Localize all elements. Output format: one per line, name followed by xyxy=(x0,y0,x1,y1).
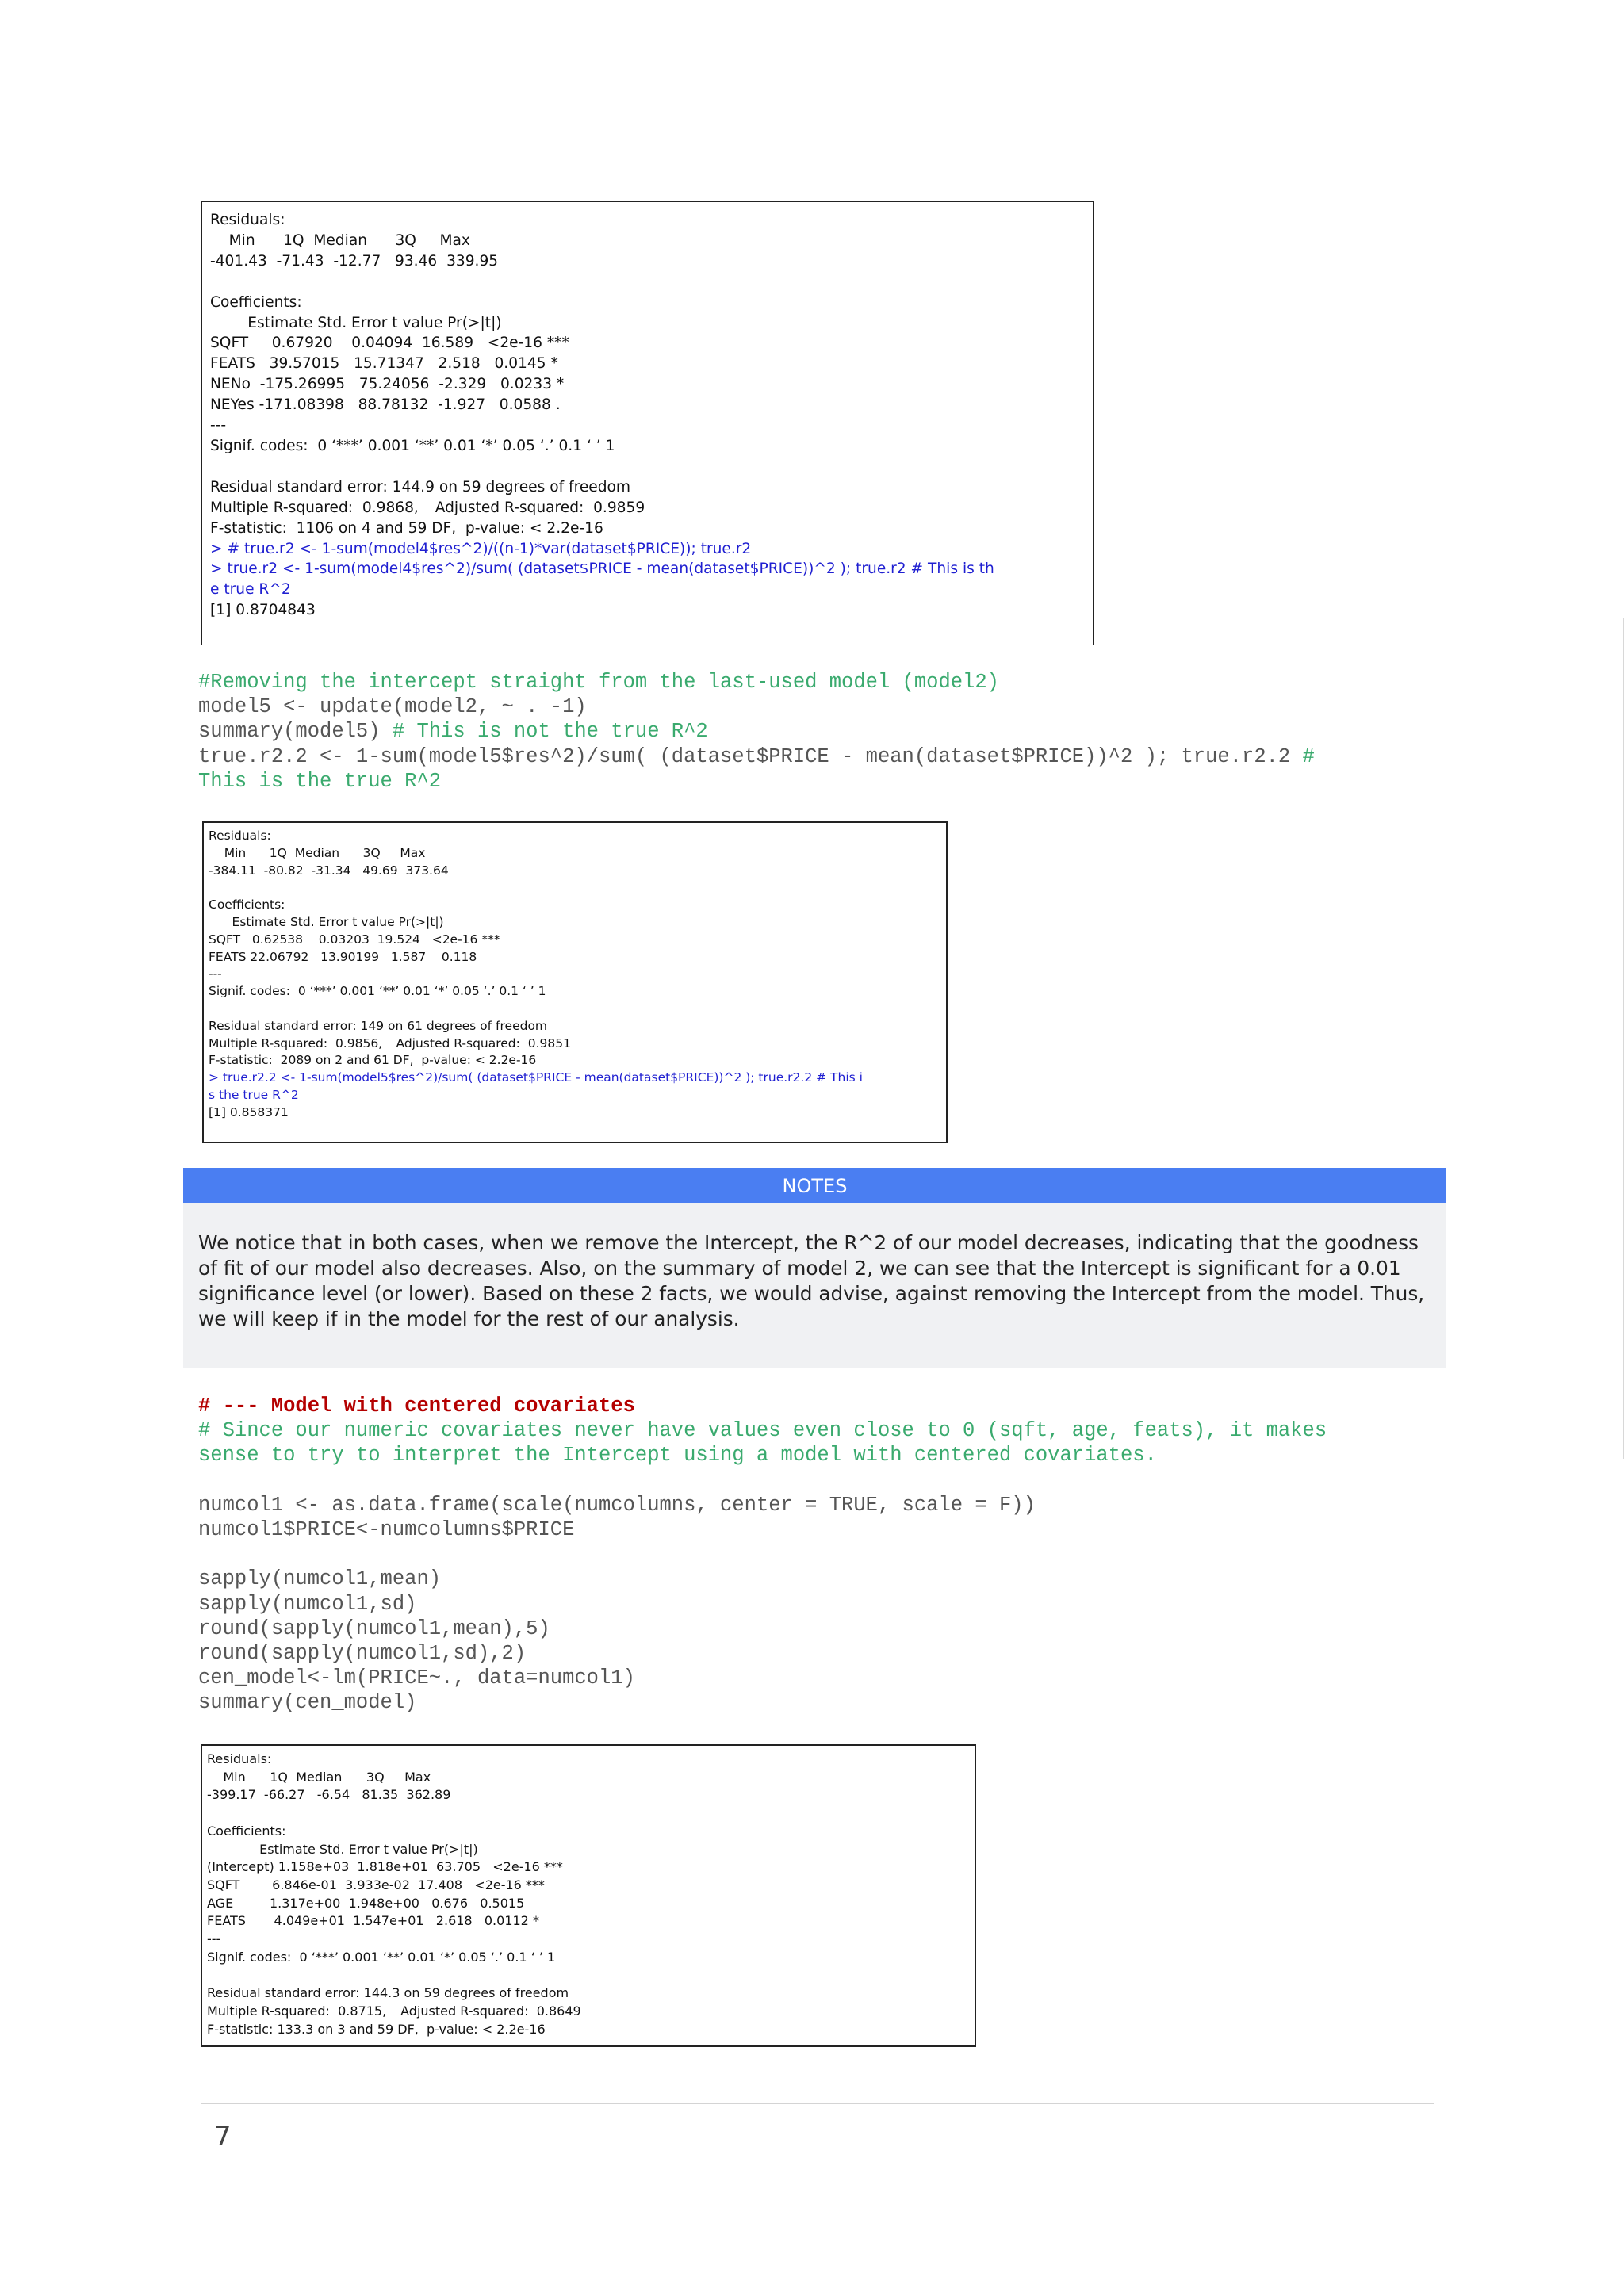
code-line: round(sapply(numcol1,mean),5) xyxy=(198,1617,550,1640)
console-command-text: > true.r2.2 <- 1-sum(model5$res^2)/sum( (dataset$PRICE - mean(dataset$PRICE))^2 ); true.r2.2 # This i s the true R^2 xyxy=(209,1070,863,1102)
r-console-output-model5 xyxy=(202,821,948,1143)
code-line: summary(model5) xyxy=(198,720,393,744)
code-line: round(sapply(numcol1,sd),2) xyxy=(198,1642,527,1666)
notes-box xyxy=(183,1203,1446,1368)
code-comment: # This is not the true R^2 xyxy=(392,720,708,744)
r-console-output-model4 xyxy=(201,201,1094,645)
code-line: sapply(numcol1,sd) xyxy=(198,1592,417,1616)
code-line: numcol1$PRICE<-numcolumns$PRICE xyxy=(198,1518,575,1542)
code-line: sapply(numcol1,mean) xyxy=(198,1567,442,1591)
code-line: numcol1 <- as.data.frame(scale(numcolumns, center = TRUE, scale = F)) xyxy=(198,1493,1036,1517)
console-output-text: Residuals: Min 1Q Median 3Q Max -384.11 -80.82 -31.34 49.69 373.64 Coefficients: Estimate Std. Error t value Pr(>|t|) SQFT 0.62538 0.03203 19.524 <2e-16 *** FEATS 22.06792 13.90199 1.587 0.118 --- Signif. codes: 0 ‘***’ 0.001 ‘**’ 0.01 ‘*’ 0.05 ‘.’ 0.1 ‘ ’ 1 Residual standard error: 149 on 61 degrees of freedom Multiple R-squared: 0.9856, Adjusted R-squared: 0.9851 F-statistic: 2089 on 2 and 61 DF, p-value: < 2.2e-16 xyxy=(209,828,571,1068)
notes-header xyxy=(183,1168,1446,1203)
r-code-block-centered-covariates xyxy=(198,1394,1327,1716)
code-comment: # Since our numeric covariates never have values even close to 0 (sqft, age, feats), it makes xyxy=(198,1419,1327,1443)
code-comment: # xyxy=(1302,744,1315,768)
code-line: summary(cen_model) xyxy=(198,1691,417,1715)
code-comment: #Removing the intercept straight from the last-used model (model2) xyxy=(198,671,999,694)
console-result-text: [1] 0.858371 xyxy=(209,1104,289,1119)
code-section-header: # --- Model with centered covariates xyxy=(198,1395,635,1418)
console-output-text: Residuals: Min 1Q Median 3Q Max -399.17 -66.27 -6.54 81.35 362.89 Coefficients: Estimate Std. Error t value Pr(>|t|) (Intercept) 1.158e+03 1.818e+01 63.705 <2e-16 *** SQFT 6.846e-01 3.933e-02 17.408 <2e-16 *** AGE 1.317e+00 1.948e+00 0.676 0.5015 FEATS 4.049e+01 1.547e+01 2.618 0.0112 * --- Signif. codes: 0 ‘***’ 0.001 ‘**’ 0.01 ‘*’ 0.05 ‘.’ 0.1 ‘ ’ 1 Residual standard error: 144.3 on 59 degrees of freedom Multiple R-squared: 0.8715, Adjusted R-squared: 0.8649 F-statistic: 133.3 on 3 and 59 DF, p-value: < 2.2e-16 xyxy=(207,1751,581,2037)
code-comment: sense to try to interpret the Intercept using a model with centered covariates. xyxy=(198,1444,1157,1468)
r-code-block-remove-intercept xyxy=(198,670,1315,794)
console-output-text: Residuals: Min 1Q Median 3Q Max -401.43 -71.43 -12.77 93.46 339.95 Coefficients: Estimate Std. Error t value Pr(>|t|) SQFT 0.67920 0.04094 16.589 <2e-16 *** FEATS 39.57015 15.71347 2.518 0.0145 * NENo -175.26995 75.24056 -2.329 0.0233 * NEYes -171.08398 88.78132 -1.927 0.0588 . --- Signif. codes: 0 ‘***’ 0.001 ‘**’ 0.01 ‘*’ 0.05 ‘.’ 0.1 ‘ ’ 1 Residual standard error: 144.9 on 59 degrees of freedom Multiple R-squared: 0.9868, Adjusted R-squared: 0.9859 F-statistic: 1106 on 4 and 59 DF, p-value: < 2.2e-16 xyxy=(210,212,645,537)
code-line: true.r2.2 <- 1-sum(model5$res^2)/sum( (dataset$PRICE - mean(dataset$PRICE))^2 ); true.r2.2 xyxy=(198,744,1303,768)
console-result-text: [1] 0.8704843 xyxy=(210,602,316,619)
page-number: 7 xyxy=(214,2121,232,2152)
console-command-text: > # true.r2 <- 1-sum(model4$res^2)/((n-1)*var(dataset$PRICE)); true.r2 > true.r2 <- 1-sum(model4$res^2)/sum( (dataset$PRICE - mean(dataset$PRICE))^2 ); true.r2 # This is th e true R^2 xyxy=(210,540,994,599)
footer-divider xyxy=(201,2103,1434,2104)
code-comment: This is the true R^2 xyxy=(198,769,442,793)
code-line: model5 <- update(model2, ~ . -1) xyxy=(198,695,587,719)
notes-text: We notice that in both cases, when we remove the Intercept, the R^2 of our model decreases, indicating that the goodness of fit of our model also decreases. Also, on the summary of model 2, we can see that the Intercept is significant for a 0.01 significance level (or lower). Based on these 2 facts, we would advise, against removing the Intercept from the model. Thus, we will keep if in the model for the rest of our analysis. xyxy=(198,1231,1425,1330)
code-line: cen_model<-lm(PRICE~., data=numcol1) xyxy=(198,1667,635,1690)
r-console-output-centered-model xyxy=(201,1744,976,2047)
notes-title: NOTES xyxy=(782,1174,848,1197)
